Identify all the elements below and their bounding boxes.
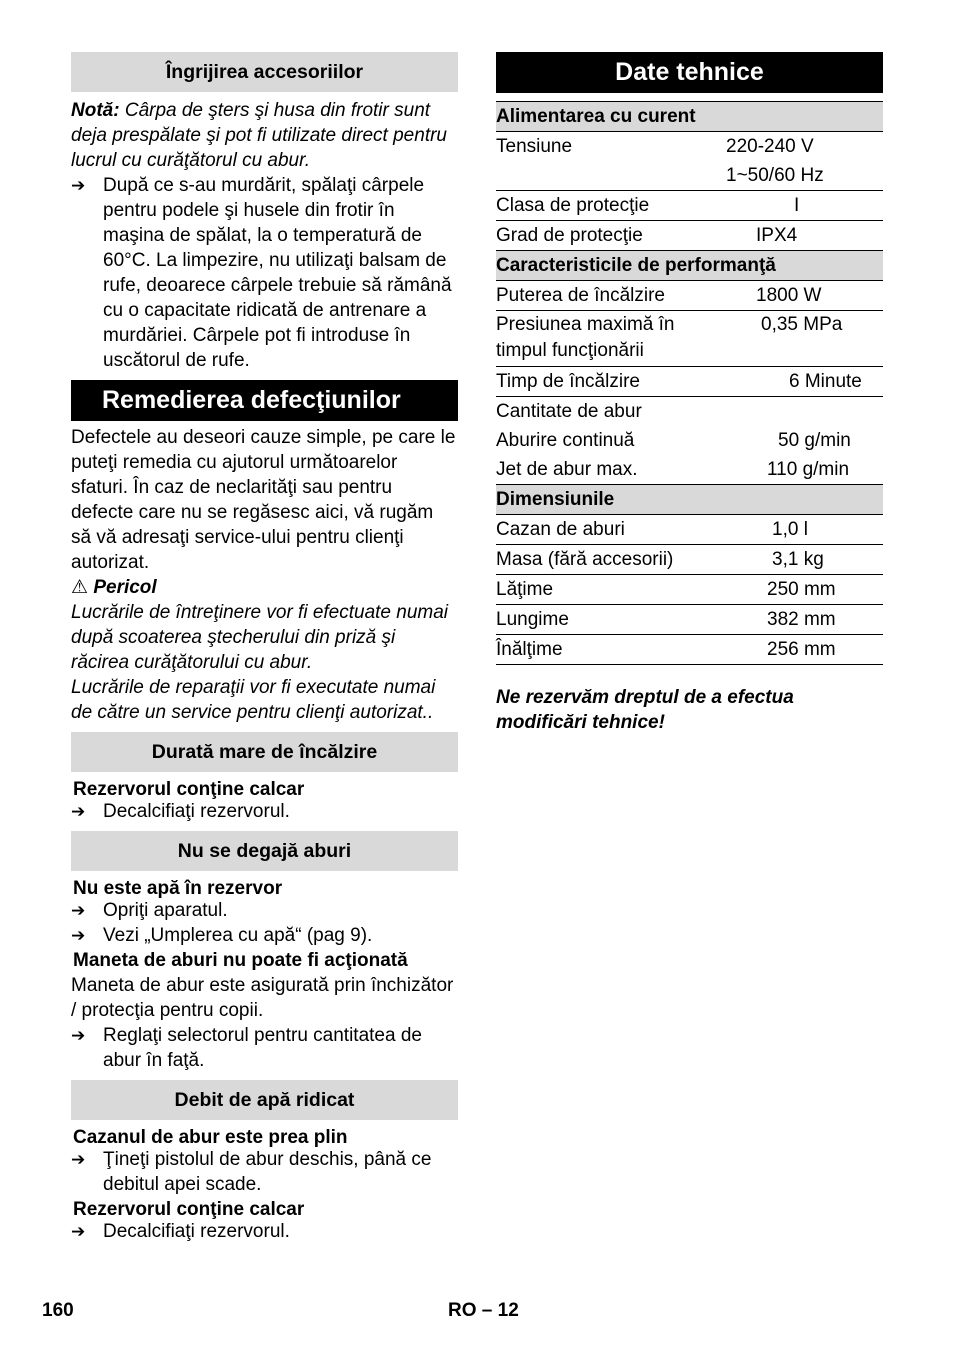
freq-label <box>496 161 726 191</box>
tension-label: Tensiune <box>496 132 726 162</box>
danger-label-line <box>71 575 458 600</box>
water-subheading-2: Rezervorul conţine calcar <box>73 1199 305 1220</box>
page-reference: RO – 12 <box>448 1300 519 1321</box>
steam-bullet-1: Opriţi aparatul. <box>103 900 228 921</box>
care-heading: Îngrijirea accesoriilor <box>71 52 458 92</box>
list-item <box>71 799 458 824</box>
table-row <box>496 455 883 485</box>
faults-intro: Defectele au deseori cauze simple, pe care le puteţi remedia cu ajutorul următoarelor sfaturi. În caz de neclarităţi sau pentru defecte care nu se regăsesc aici, vă rugăm să vă adresaţi service-ului pentru clienţi autorizat. <box>71 427 456 573</box>
arrow-right-icon: ➔ <box>71 1026 86 1045</box>
table-row <box>496 281 883 311</box>
continuous-value: 50 g/min <box>778 430 851 451</box>
table-row <box>496 515 883 545</box>
list-item <box>71 1219 458 1244</box>
care-bullet-text: După ce s-au murdărit, spălaţi cârpele pentru podele şi husele din frotir în maşina de spălat, la o temperatură de 60°C. La limpezire, nu utilizaţi balsam de rufe, deoarece cârpele trebuie să rămână cu o capacitate ridicată de antrenare a murdăriei. Cârpele pot fi introduse în uscătorul de rufe. <box>103 175 452 371</box>
steam-heading: Nu se degajă aburi <box>71 831 458 871</box>
page-number: 160 <box>42 1300 74 1321</box>
arrow-right-icon: ➔ <box>71 901 86 920</box>
heat-heading: Durată mare de încălzire <box>71 732 458 772</box>
continuous-label: Aburire continuă <box>496 430 635 451</box>
jet-value: 110 g/min <box>767 459 850 480</box>
heat-subheading: Rezervorul conţine calcar <box>73 779 305 800</box>
table-row <box>496 575 883 605</box>
arrow-right-icon: ➔ <box>71 1150 86 1169</box>
mass-value: 3,1 kg <box>726 545 883 575</box>
list-item <box>71 173 458 373</box>
pressure-label <box>496 311 726 367</box>
water-subheading-1: Cazanul de abur este prea plin <box>73 1127 348 1148</box>
height-value: 256 mm <box>726 635 883 665</box>
heat-power-value: 1800 W <box>726 281 883 311</box>
table-row <box>496 635 883 665</box>
boiler-value: 1,0 l <box>726 515 883 545</box>
pressure-label-line-2: timpul funcţionării <box>496 340 644 361</box>
steam-subheading-2: Maneta de aburi nu poate fi acţionată <box>73 950 408 971</box>
note-label: Notă: <box>71 100 120 121</box>
arrow-right-icon: ➔ <box>71 176 86 195</box>
steam-subheading-1: Nu este apă în rezervor <box>73 878 283 899</box>
list-item <box>71 1023 458 1073</box>
table-section <box>496 485 883 515</box>
arrow-right-icon: ➔ <box>71 802 86 821</box>
jet-label: Jet de abur max. <box>496 459 638 480</box>
length-label: Lungime <box>496 605 726 635</box>
list-item <box>71 1147 458 1197</box>
note-paragraph <box>71 98 458 173</box>
steam-bullet-2: Vezi „Umplerea cu apă“ (pag 9). <box>103 925 373 946</box>
section-power: Alimentarea cu curent <box>496 102 883 132</box>
class-label: Clasa de protecţie <box>496 191 726 221</box>
danger-text-1: Lucrările de întreţinere vor fi efectuate numai după scoaterea ştecherului din priză şi răcirea curăţătorului cu abur. <box>71 602 449 673</box>
heat-time-value: 6 Minute <box>726 367 883 397</box>
heat-time-label: Timp de încălzire <box>496 367 726 397</box>
arrow-right-icon: ➔ <box>71 1222 86 1241</box>
grade-value: IPX4 <box>726 221 883 251</box>
table-row <box>496 397 883 427</box>
tech-data-table <box>496 101 883 665</box>
list-item <box>71 923 458 948</box>
section-dimensions: Dimensiunile <box>496 485 883 515</box>
table-row <box>496 161 883 191</box>
steam-bullet-3: Reglaţi selectorul pentru cantitatea de abur în faţă. <box>103 1025 422 1071</box>
table-section <box>496 251 883 281</box>
danger-label: Pericol <box>93 577 157 598</box>
table-section <box>496 102 883 132</box>
steam-qty-label: Cantitate de abur <box>496 397 883 427</box>
width-label: Lăţime <box>496 575 726 605</box>
table-row <box>496 132 883 162</box>
boiler-label: Cazan de aburi <box>496 515 726 545</box>
danger-text-2: Lucrările de reparaţii vor fi executate numai de către un service pentru clienţi autorizat.. <box>71 677 436 723</box>
table-row <box>496 191 883 221</box>
water-heading: Debit de apă ridicat <box>71 1080 458 1120</box>
heat-bullet-text: Decalcifiaţi rezervorul. <box>103 801 290 822</box>
heat-power-label: Puterea de încălzire <box>496 281 726 311</box>
table-row <box>496 221 883 251</box>
tech-data-heading: Date tehnice <box>496 52 883 93</box>
table-row <box>496 367 883 397</box>
class-value: I <box>726 191 883 221</box>
pressure-label-line-1: Presiunea maximă în <box>496 314 675 335</box>
freq-value: 1~50/60 Hz <box>726 165 824 186</box>
length-value: 382 mm <box>726 605 883 635</box>
water-bullet-1: Ţineţi pistolul de abur deschis, până ce debitul apei scade. <box>103 1149 432 1195</box>
width-value: 250 mm <box>726 575 883 605</box>
table-row <box>496 426 883 455</box>
table-row <box>496 605 883 635</box>
list-item <box>71 898 458 923</box>
left-column <box>71 52 458 1244</box>
right-column <box>496 52 883 735</box>
water-bullet-2: Decalcifiaţi rezervorul. <box>103 1221 290 1242</box>
pressure-value: 0,35 MPa <box>726 311 883 367</box>
warning-triangle-icon: ⚠ <box>71 577 89 598</box>
table-row <box>496 545 883 575</box>
arrow-right-icon: ➔ <box>71 926 86 945</box>
grade-label: Grad de protecţie <box>496 221 726 251</box>
table-row <box>496 311 883 367</box>
disclaimer: Ne rezervăm dreptul de a efectua modificări tehnice! <box>496 687 794 733</box>
section-performance: Caracteristicile de performanţă <box>496 251 883 281</box>
height-label: Înălţime <box>496 635 726 665</box>
tension-value: 220-240 V <box>726 132 883 162</box>
mass-label: Masa (fără accesorii) <box>496 545 726 575</box>
steam-text: Maneta de abur este asigurată prin închizător / protecţia pentru copii. <box>71 975 454 1021</box>
faults-heading: Remedierea defecţiunilor <box>71 380 458 421</box>
note-text: Cârpa de şters şi husa din frotir sunt deja prespălate şi pot fi utilizate direct pentru lucrul cu curăţătorul cu abur. <box>71 100 447 171</box>
